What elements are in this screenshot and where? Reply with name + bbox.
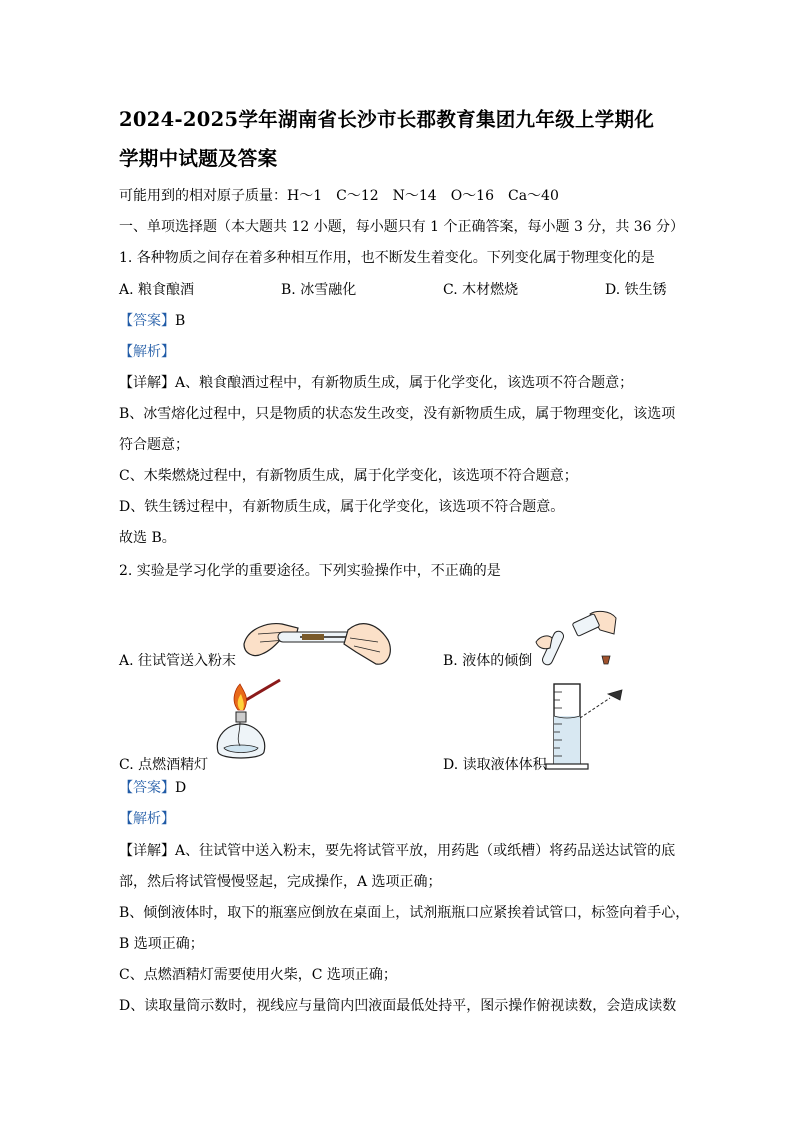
q1-detail-text: A、粮食酿酒过程中，有新物质生成，属于化学变化，该选项不符合题意； — [175, 375, 634, 391]
section-heading: 一、单项选择题（本大题共 12 小题，每小题只有 1 个正确答案，每小题 3 分，共 36 分） — [119, 219, 685, 235]
q1-detail-line-5: D、铁生锈过程中，有新物质生成，属于化学变化，该选项不符合题意。 — [119, 499, 565, 515]
q2-option-d: D. 读取液体体积 — [443, 757, 547, 773]
detail-tag: 【详解】 — [119, 843, 175, 859]
document-title-line-1: 2024-2025学年湖南省长沙市长郡教育集团九年级上学期化 — [119, 108, 655, 131]
q2-stem: 2. 实验是学习化学的重要途径。下列实验操作中，不正确的是 — [119, 563, 501, 579]
q1-answer — [119, 311, 185, 331]
q2-detail-line-5: C、点燃酒精灯需要使用火柴，C 选项正确； — [119, 967, 397, 983]
q2-detail-line-2: 部，然后将试管慢慢竖起，完成操作，A 选项正确； — [119, 874, 442, 890]
q1-detail-line-3: 符合题意； — [119, 437, 189, 453]
figure-c-alcohol-lamp — [210, 674, 290, 774]
q2-analysis-tag: 【解析】 — [119, 811, 175, 827]
q2-detail-line-1 — [119, 841, 675, 861]
q2-answer-value: D — [175, 780, 187, 796]
figure-b-pour-liquid — [530, 608, 630, 670]
q2-detail-text: A、往试管中送入粉末，要先将试管平放，用药匙（或纸槽）将药品送达试管的底 — [175, 843, 676, 859]
q1-detail-line-1 — [119, 373, 633, 393]
q2-option-b: B. 液体的倾倒 — [443, 653, 533, 669]
q1-option-c: C. 木材燃烧 — [443, 282, 519, 298]
q1-option-d: D. 铁生锈 — [605, 282, 667, 298]
q1-detail-line-6: 故选 B。 — [119, 530, 176, 546]
q1-detail-line-4: C、木柴燃烧过程中，有新物质生成，属于化学变化，该选项不符合题意； — [119, 468, 578, 484]
q1-detail-line-2: B、冰雪熔化过程中，只是物质的状态发生改变，没有新物质生成，属于物理变化，该选项 — [119, 406, 676, 422]
q2-detail-line-6: D、读取量筒示数时，视线应与量筒内凹液面最低处持平，图示操作俯视读数，会造成读数 — [119, 998, 677, 1014]
q2-option-c: C. 点燃酒精灯 — [119, 757, 209, 773]
answer-tag: 【答案】 — [119, 313, 175, 329]
q2-detail-line-4: B 选项正确； — [119, 936, 204, 952]
q1-stem: 1. 各种物质之间存在着多种相互作用，也不断发生着变化。下列变化属于物理变化的是 — [119, 250, 655, 266]
atomic-masses-note: 可能用到的相对原子质量：H～1 C～12 N～14 O～16 Ca～40 — [119, 188, 559, 204]
q1-analysis-tag: 【解析】 — [119, 344, 175, 360]
document-title-line-2: 学期中试题及答案 — [119, 147, 278, 170]
figure-d-graduated-cylinder — [540, 680, 630, 772]
detail-tag: 【详解】 — [119, 375, 175, 391]
q2-option-a: A. 往试管送入粉末 — [119, 653, 237, 669]
q1-answer-value: B — [175, 313, 186, 329]
q1-option-b: B. 冰雪融化 — [281, 282, 357, 298]
figure-a-powder-into-tube — [238, 610, 394, 672]
answer-tag: 【答案】 — [119, 780, 175, 796]
q2-answer — [119, 778, 186, 798]
q1-option-a: A. 粮食酿酒 — [119, 282, 195, 298]
q2-detail-line-3: B、倾倒液体时，取下的瓶塞应倒放在桌面上，试剂瓶瓶口应紧挨着试管口，标签向着手心， — [119, 905, 690, 921]
